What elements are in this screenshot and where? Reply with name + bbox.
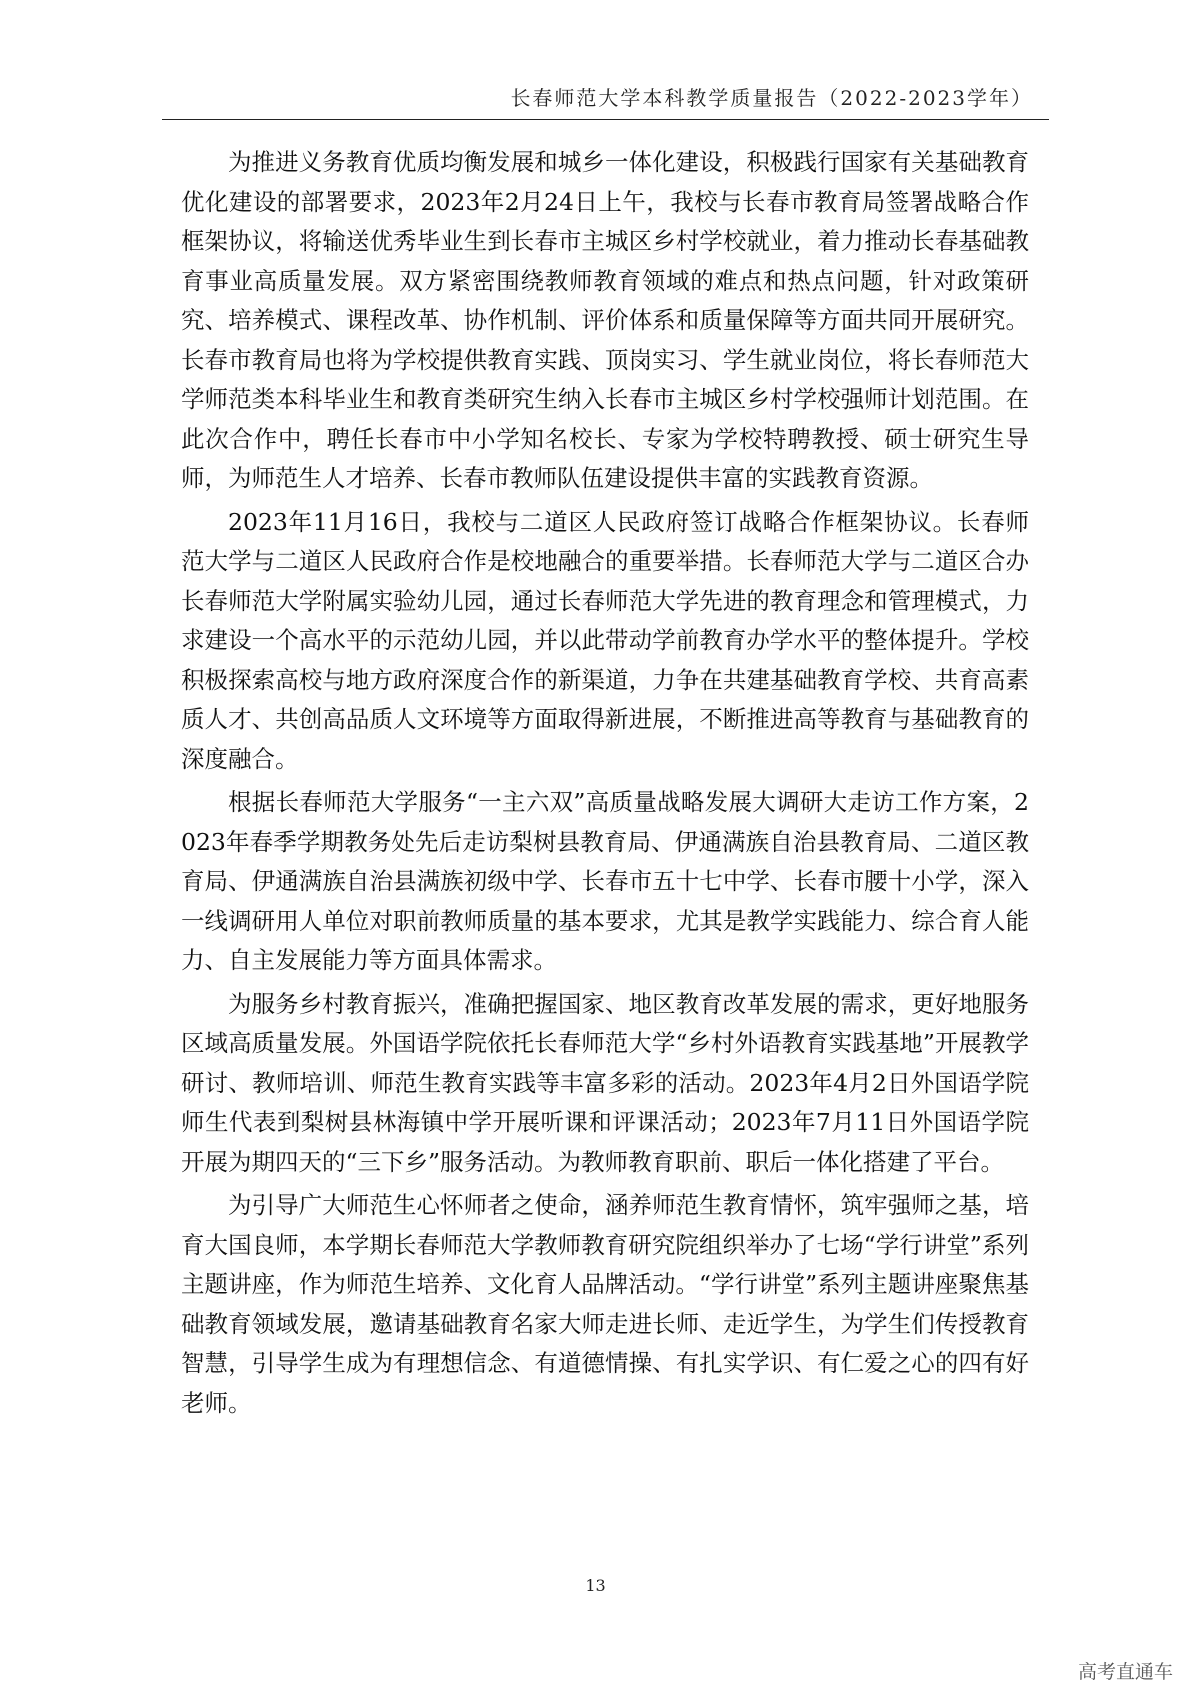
paragraph-rural-education-practice: 为服务乡村教育振兴，准确把握国家、地区教育改革发展的需求，更好地服务区域高质量发展。外国语学院依托长春师范大学“乡村外语教育实践基地”开展教学研讨、教师培训、师范生教育实践等丰富多彩的活动。2023年4月2日外国语学院师生代表到梨树县林海镇中学开展听课和评课活动；2023年7月11日外国语学院开展为期四天的“三下乡”服务活动。为教师教育职前、职后一体化搭建了平台。: [181, 989, 1029, 1176]
page-number: 13: [585, 1576, 606, 1595]
header-divider: [162, 119, 1049, 120]
report-body: [181, 143, 1029, 1427]
watermark-text: 高考直通车: [1077, 1661, 1173, 1683]
paragraph-xuexing-lecture-series: 为引导广大师范生心怀师者之使命，涵养师范生教育情怀，筑牢强师之基，培育大国良师，本学期长春师范大学教师教育研究院组织举办了七场“学行讲堂”系列主题讲座，作为师范生培养、文化育人品牌活动。“学行讲堂”系列主题讲座聚焦基础教育领域发展，邀请基础教育名家大师走进长师、走近学生，为学生们传授教育智慧，引导学生成为有理想信念、有道德情操、有扎实学识、有仁爱之心的四有好老师。: [181, 1191, 1029, 1417]
paragraph-erdao-district-agreement: 2023年11月16日，我校与二道区人民政府签订战略合作框架协议。长春师范大学与二道区人民政府合作是校地融合的重要举措。长春师范大学与二道区合办长春师范大学附属实验幼儿园，通过长春师范大学先进的教育理念和管理模式，力求建设一个高水平的示范幼儿园，并以此带动学前教育办学水平的整体提升。学校积极探索高校与地方政府深度合作的新渠道，力争在共建基础教育学校、共育高素质人才、共创高品质人文环境等方面取得新进展，不断推进高等教育与基础教育的深度融合。: [181, 507, 1029, 773]
paragraph-field-research-visits: 根据长春师范大学服务“一主六双”高质量战略发展大调研大走访工作方案，2023年春季学期教务处先后走访梨树县教育局、伊通满族自治县教育局、二道区教育局、伊通满族自治县满族初级中学、长春市五十七中学、长春市腰十小学，深入一线调研用人单位对职前教师质量的基本要求，尤其是教学实践能力、综合育人能力、自主发展能力等方面具体需求。: [181, 788, 1029, 974]
report-header-title: 长春师范大学本科教学质量报告（2022-2023学年）: [510, 86, 1033, 110]
paragraph-changchun-education-bureau-agreement: 为推进义务教育优质均衡发展和城乡一体化建设，积极践行国家有关基础教育优化建设的部署要求，2023年2月24日上午，我校与长春市教育局签署战略合作框架协议，将输送优秀毕业生到长春市主城区乡村学校就业，着力推动长春基础教育事业高质量发展。双方紧密围绕教师教育领域的难点和热点问题，针对政策研究、培养模式、课程改革、协作机制、评价体系和质量保障等方面共同开展研究。长春市教育局也将为学校提供教育实践、顶岗实习、学生就业岗位，将长春师范大学师范类本科毕业生和教育类研究生纳入长春市主城区乡村学校强师计划范围。在此次合作中，聘任长春市中小学知名校长、专家为学校特聘教授、硕士研究生导师，为师范生人才培养、长春市教师队伍建设提供丰富的实践教育资源。: [181, 148, 1029, 492]
